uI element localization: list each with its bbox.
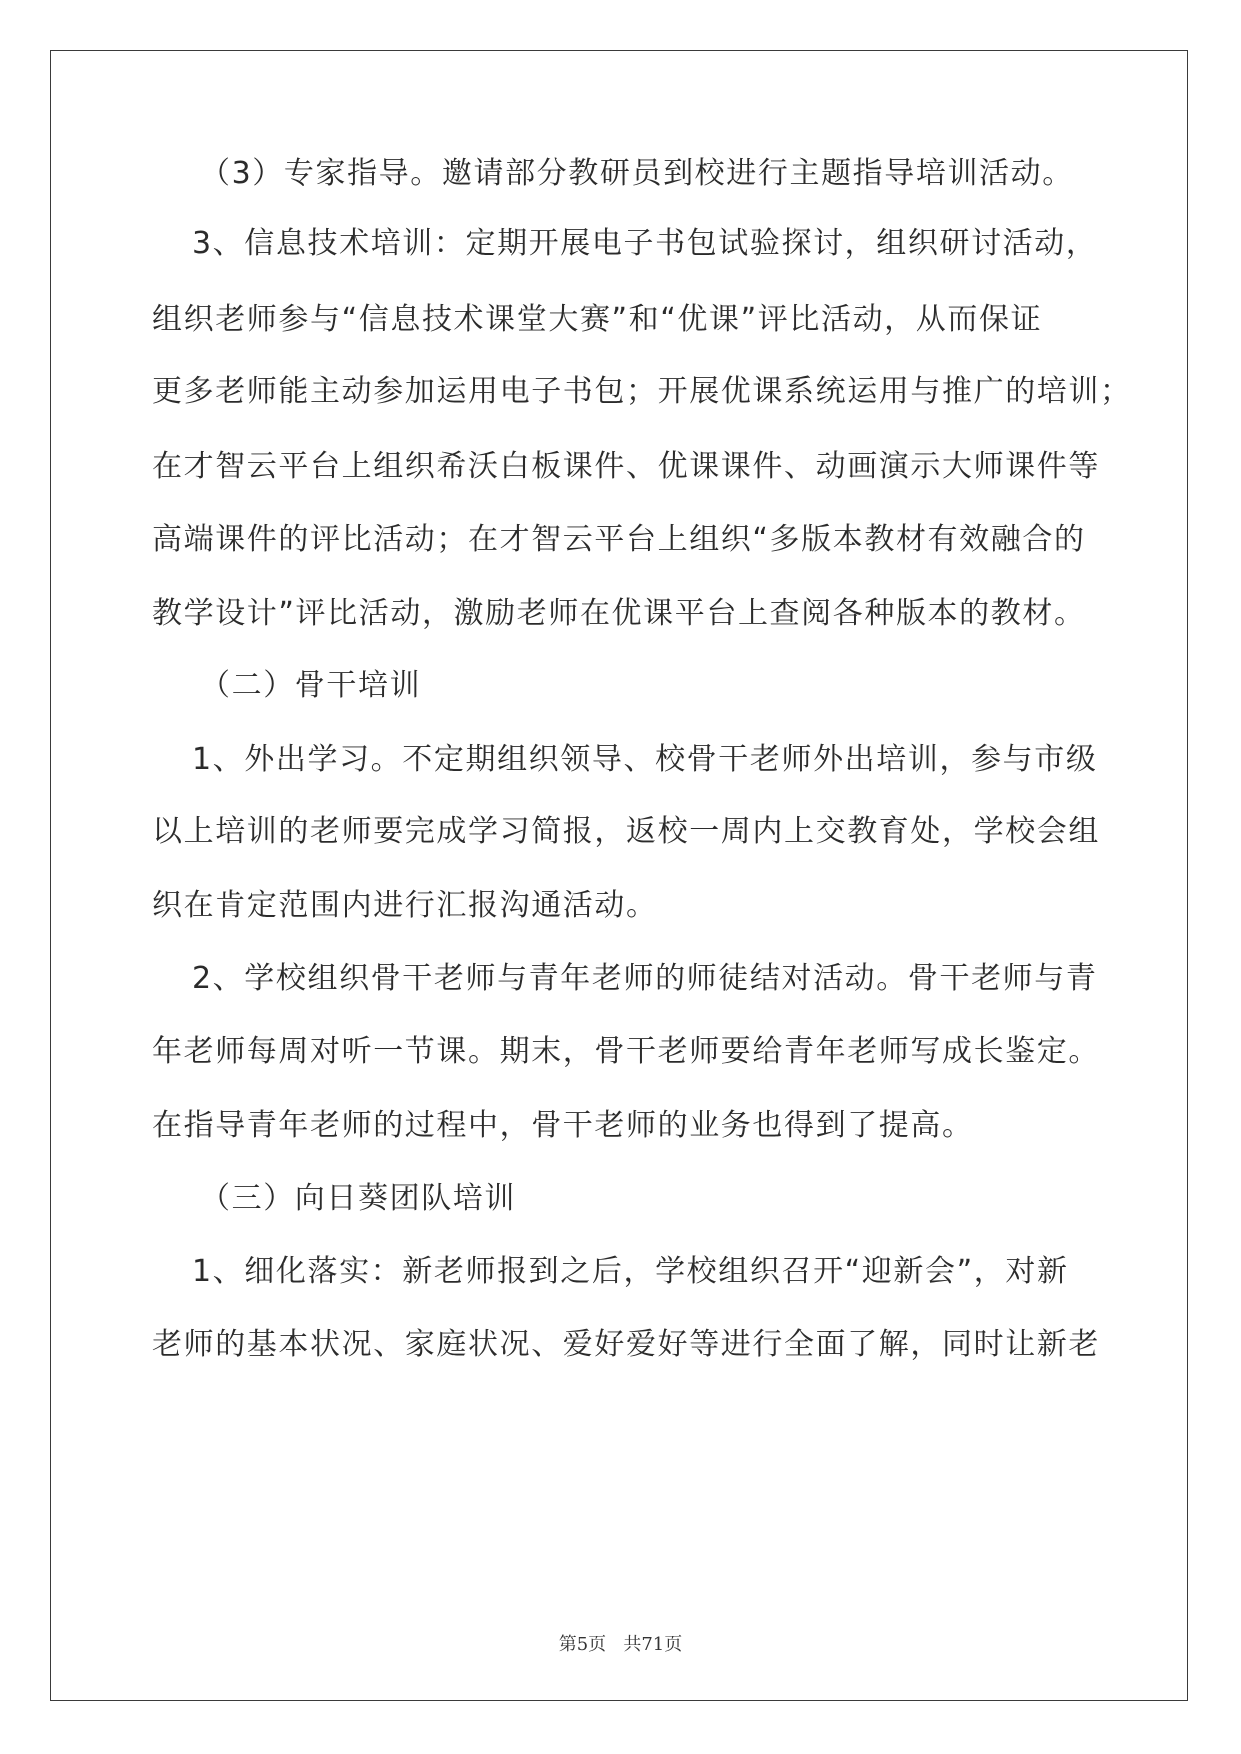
paragraph-line: 在指导青年老师的过程中，骨干老师的业务也得到了提高。 [152,1108,974,1143]
paragraph-line: 老师的基本状况、家庭状况、爱好爱好等进行全面了解，同时让新老 [152,1327,1100,1362]
paragraph-line: 3、信息技术培训：定期开展电子书包试验探讨，组织研讨活动， [192,226,1098,261]
page-number: 第5页 [558,1634,607,1655]
paragraph-line: 组织老师参与“信息技术课堂大赛”和“优课”评比活动，从而保证 [152,302,1043,337]
paragraph-line: 年老师每周对听一节课。期末，骨干老师要给青年老师写成长鉴定。 [152,1034,1100,1069]
paragraph-line: 更多老师能主动参加运用电子书包；开展优课系统运用与推广的培训； [152,374,1132,409]
page-footer [0,1630,1241,1656]
section-heading: （三）向日葵团队培训 [200,1181,516,1216]
paragraph-line: 高端课件的评比活动；在才智云平台上组织“多版本教材有效融合的 [152,522,1086,557]
paragraph-line: （3）专家指导。邀请部分教研员到校进行主题指导培训活动。 [200,156,1074,191]
paragraph-line: 2、学校组织骨干老师与青年老师的师徒结对活动。骨干老师与青 [192,961,1098,996]
paragraph-line: 在才智云平台上组织希沃白板课件、优课课件、动画演示大师课件等 [152,449,1100,484]
paragraph-line: 教学设计”评比活动，激励老师在优课平台上查阅各种版本的教材。 [152,596,1086,631]
page-border [50,50,1188,1701]
paragraph-line: 1、外出学习。不定期组织领导、校骨干老师外出培训，参与市级 [192,742,1098,777]
page-total: 共71页 [623,1634,683,1655]
paragraph-line: 以上培训的老师要完成学习简报，返校一周内上交教育处，学校会组 [152,814,1100,849]
section-heading: （二）骨干培训 [200,668,422,703]
paragraph-line: 织在肯定范围内进行汇报沟通活动。 [152,888,658,923]
paragraph-line: 1、细化落实：新老师报到之后，学校组织召开“迎新会”，对新 [192,1254,1069,1289]
